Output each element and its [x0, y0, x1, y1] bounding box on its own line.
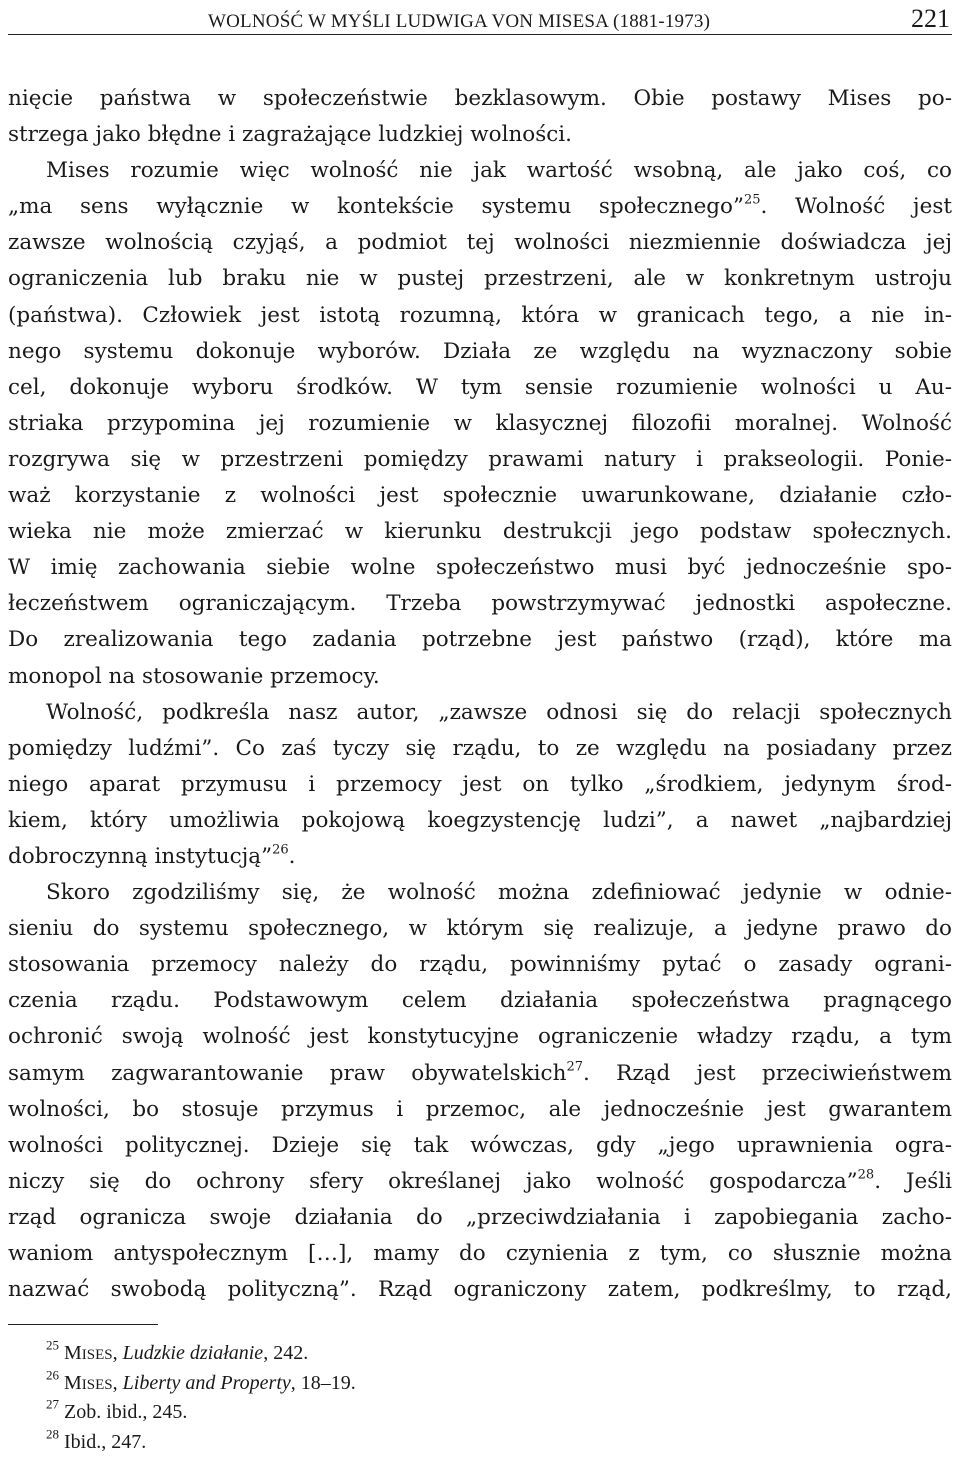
footnote-author-initial: M	[64, 1342, 82, 1365]
text-line	[8, 1056, 952, 1092]
footnote-ref[interactable]: 26	[272, 842, 289, 858]
footnote-author-initial: M	[64, 1371, 82, 1394]
text-line-content: Do zrealizowania tego zadania potrzebne jest państwo (rząd), które ma	[8, 627, 952, 653]
text-line	[8, 1019, 952, 1055]
text-line	[8, 225, 952, 261]
text-line-content: Wolność, podkreśla nasz autor, „zawsze odnosi się do relacji społecznych	[46, 699, 952, 725]
text-line-content: (państwa). Człowiek jest istotą rozumną, która w granicach tego, a nie in-	[8, 302, 952, 328]
footnote-item	[46, 1425, 952, 1458]
footnote-text: Zob. ibid., 245.	[64, 1401, 188, 1424]
text-line-content: striaka przypomina jej rozumienie w klasycznej filozofii moralnej. Wolność	[8, 410, 952, 436]
text-line	[8, 839, 952, 875]
footnote-number: 27	[46, 1396, 59, 1412]
footnote-pages: , 18–19.	[290, 1371, 356, 1394]
footnote-item	[46, 1366, 952, 1399]
text-line	[8, 695, 952, 731]
text-line	[8, 767, 952, 803]
text-line-continuation: . Jeśli	[874, 1168, 952, 1194]
text-line	[8, 659, 952, 695]
text-line-continuation: . Wolność jest	[760, 194, 952, 220]
footnote-title: Ludzkie działanie	[122, 1342, 264, 1365]
text-line	[8, 1092, 952, 1128]
body-text	[8, 81, 952, 1308]
text-line-content: rząd ogranicza swoje działania do „przeciwdziałania i zapobiegania zacho-	[8, 1204, 952, 1230]
text-line	[8, 947, 952, 983]
text-line	[8, 731, 952, 767]
text-line	[8, 189, 952, 225]
text-line	[8, 478, 952, 514]
text-line-content: strzega jako błędne i zagrażające ludzkiej wolności.	[8, 122, 573, 148]
text-line	[8, 586, 952, 622]
text-line-content: wolności, bo stosuje przymus i przemoc, ale jednocześnie jest gwarantem	[8, 1096, 952, 1122]
footnote-author-rest: ISES	[81, 1347, 113, 1364]
text-line	[8, 261, 952, 297]
footnote-text: Ibid., 247.	[64, 1430, 147, 1453]
text-line	[8, 117, 952, 153]
text-line-continuation: . Rząd jest przeciwieństwem	[583, 1060, 952, 1086]
footnote-separator	[8, 1324, 158, 1325]
text-line-content: nazwać swobodą polityczną”. Rząd ograniczony zatem, podkreślmy, to rząd,	[8, 1277, 952, 1303]
text-line	[8, 406, 952, 442]
text-line	[8, 983, 952, 1019]
text-line-content: czenia rządu. Podstawowym celem działania społeczeństwa pragnącego	[8, 988, 952, 1014]
footnote-pages: , 242.	[263, 1342, 309, 1365]
text-line	[8, 81, 952, 117]
text-line	[8, 153, 952, 189]
text-line-content: „ma sens wyłącznie w kontekście systemu społecznego”	[8, 194, 744, 220]
text-line	[8, 1236, 952, 1272]
running-title: WOLNOŚĆ W MYŚLI LUDWIGA VON MISESA (1881-1973)	[208, 11, 711, 32]
text-line-content: Skoro zgodziliśmy się, że wolność można zdefiniować jedynie w odnie-	[46, 880, 952, 906]
text-line-content: sieniu do systemu społecznego, w którym się realizuje, a jedyne prawo do	[8, 916, 952, 942]
text-line	[8, 298, 952, 334]
footnote-separator-text: ,	[112, 1371, 123, 1394]
text-line	[8, 1272, 952, 1308]
text-line-content: łeczeństwem ograniczającym. Trzeba powstrzymywać jednostki aspołeczne.	[8, 591, 952, 617]
document-page	[8, 0, 952, 1457]
text-line	[8, 370, 952, 406]
footnotes	[8, 1339, 952, 1457]
text-line-content: wieka nie może zmierzać w kierunku destrukcji jego podstaw społecznych.	[8, 519, 952, 545]
running-header	[8, 0, 952, 35]
text-line-content: ochronić swoją wolność jest konstytucyjne ograniczenie władzy rządu, a tym	[8, 1024, 952, 1050]
text-line-content: wolności politycznej. Dzieje się tak wówczas, gdy „jego uprawnienia ogra-	[8, 1132, 952, 1158]
text-line-content: waniom antyspołecznym […], mamy do czynienia z tym, co słusznie można	[8, 1241, 952, 1266]
footnote-ref[interactable]: 27	[566, 1058, 583, 1074]
text-line	[8, 442, 952, 478]
text-line-content: rozgrywa się w przestrzeni pomiędzy prawami natury i prakseologii. Ponie-	[8, 446, 952, 472]
footnote-number: 25	[46, 1337, 59, 1353]
text-line-content: samym zagwarantowanie praw obywatelskich	[8, 1060, 567, 1086]
footnote-number: 28	[46, 1425, 59, 1441]
footnote-author-rest: ISES	[81, 1376, 113, 1393]
text-line	[8, 334, 952, 370]
text-line-continuation: .	[288, 843, 296, 869]
text-line-content: pomiędzy ludźmi”. Co zaś tyczy się rządu, to ze względu na posiadany przez	[8, 735, 952, 761]
text-line	[8, 1128, 952, 1164]
footnote-title: Liberty and Property	[122, 1371, 291, 1394]
text-line	[8, 875, 952, 911]
text-line-content: niczy się do ochrony sfery określanej jako wolność gospodarcza”	[8, 1168, 858, 1194]
text-line-content: cel, dokonuje wyboru środków. W tym sensie rozumienie wolności u Au-	[8, 374, 952, 400]
text-line	[8, 1200, 952, 1236]
footnote-number: 26	[46, 1366, 59, 1382]
text-line	[8, 803, 952, 839]
text-line-content: kiem, który umożliwia pokojową koegzystencję ludzi”, a nawet „najbardziej	[8, 807, 952, 833]
text-line	[8, 622, 952, 658]
text-line-content: zawsze wolnością czyjąś, a podmiot tej wolności niezmiennie doświadcza jej	[8, 230, 952, 256]
text-line-content: stosowania przemocy należy do rządu, powinniśmy pytać o zasady ograni-	[8, 952, 952, 978]
text-line	[8, 550, 952, 586]
footnote-ref[interactable]: 28	[857, 1167, 875, 1183]
text-line-content: waż korzystanie z wolności jest społecznie uwarunkowane, działanie czło-	[8, 483, 952, 509]
text-line-content: dobroczynną instytucją”	[8, 843, 273, 869]
text-line	[8, 514, 952, 550]
footnote-separator-text: ,	[112, 1342, 123, 1365]
footnote-item	[46, 1339, 952, 1369]
text-line-content: ograniczenia lub braku nie w pustej przestrzeni, ale w konkretnym ustroju	[8, 266, 952, 292]
text-line-content: W imię zachowania siebie wolne społeczeństwo musi być jednocześnie spo-	[8, 555, 952, 581]
page-number: 221	[911, 4, 950, 33]
text-line-content: Mises rozumie więc wolność nie jak wartość wsobną, ale jako coś, co	[46, 158, 952, 184]
footnote-item	[46, 1398, 952, 1428]
text-line	[8, 911, 952, 947]
text-line-content: nego systemu dokonuje wyborów. Działa ze względu na wyznaczony sobie	[8, 338, 952, 364]
text-line-content: nięcie państwa w społeczeństwie bezklasowym. Obie postawy Mises po-	[8, 86, 952, 111]
text-line	[8, 1164, 952, 1200]
text-line-content: niego aparat przymusu i przemocy jest on tylko „środkiem, jedynym środ-	[8, 771, 952, 797]
footnote-ref[interactable]: 25	[744, 192, 761, 208]
text-line-content: monopol na stosowanie przemocy.	[8, 663, 380, 689]
